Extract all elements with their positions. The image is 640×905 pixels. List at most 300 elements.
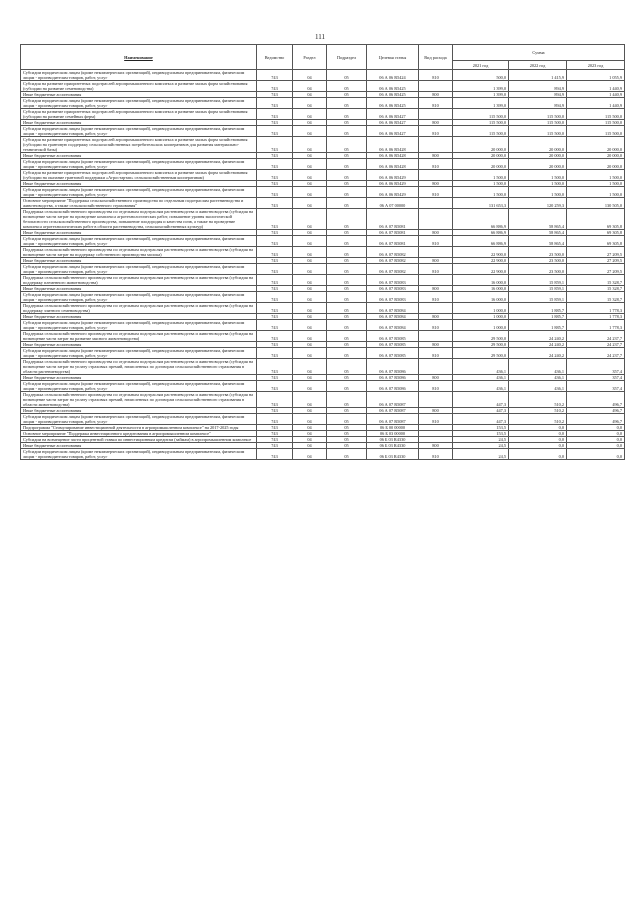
cell-department: 743 bbox=[257, 359, 293, 375]
cell-2021: 447,3 bbox=[453, 408, 509, 414]
cell-2023: 20 000,0 bbox=[567, 153, 625, 159]
cell-name: Субсидии юридическим лицам (кроме некоммерческих организаций), индивидуальным предпринимателям, физическим лицам - производителям товаров, работ, услуг bbox=[21, 414, 257, 425]
cell-2022: 0,0 bbox=[509, 425, 567, 431]
cell-2023: 496,7 bbox=[567, 392, 625, 408]
cell-section: 04 bbox=[293, 81, 327, 92]
cell-2022: 15 859,1 bbox=[509, 286, 567, 292]
table-row bbox=[21, 449, 625, 460]
cell-department: 743 bbox=[257, 181, 293, 187]
table-row bbox=[21, 198, 625, 209]
cell-2021: 1 399,0 bbox=[453, 98, 509, 109]
cell-2022: 20 000,0 bbox=[509, 153, 567, 159]
cell-name: Субсидии юридическим лицам (кроме некоммерческих организаций), индивидуальным предпринимателям, физическим лицам - производителям товаров, работ, услуг bbox=[21, 187, 257, 198]
cell-subsection: 05 bbox=[327, 443, 367, 449]
cell-2021: 1 500,0 bbox=[453, 187, 509, 198]
cell-expense-type: 800 bbox=[419, 230, 453, 236]
cell-2021: 131 653,3 bbox=[453, 198, 509, 209]
cell-name: Иные бюджетные ассигнования bbox=[21, 314, 257, 320]
cell-2021: 1 399,0 bbox=[453, 92, 509, 98]
cell-subsection: 05 bbox=[327, 126, 367, 137]
table-row bbox=[21, 348, 625, 359]
table-row bbox=[21, 264, 625, 275]
cell-subsection: 05 bbox=[327, 236, 367, 247]
cell-2022: 0,0 bbox=[509, 449, 567, 460]
cell-expense-type: 800 bbox=[419, 286, 453, 292]
cell-2021: 24,5 bbox=[453, 443, 509, 449]
cell-target: 06 А 06 R5428 bbox=[367, 153, 419, 159]
cell-name: Иные бюджетные ассигнования bbox=[21, 342, 257, 348]
cell-subsection: 05 bbox=[327, 187, 367, 198]
cell-subsection: 05 bbox=[327, 314, 367, 320]
cell-2022: 58 865,4 bbox=[509, 236, 567, 247]
cell-2022: 23 500,0 bbox=[509, 258, 567, 264]
cell-section: 04 bbox=[293, 425, 327, 431]
cell-section: 04 bbox=[293, 98, 327, 109]
cell-department: 743 bbox=[257, 392, 293, 408]
table-row bbox=[21, 236, 625, 247]
cell-section: 04 bbox=[293, 258, 327, 264]
cell-expense-type: 810 bbox=[419, 381, 453, 392]
cell-target: 06 А 06 R5425 bbox=[367, 92, 419, 98]
cell-subsection: 05 bbox=[327, 286, 367, 292]
cell-target: 06 А 07 R5082 bbox=[367, 258, 419, 264]
cell-department: 743 bbox=[257, 126, 293, 137]
cell-2022: 20 000,0 bbox=[509, 137, 567, 153]
cell-2023: 115 500,0 bbox=[567, 126, 625, 137]
cell-2023: 1 778,3 bbox=[567, 314, 625, 320]
cell-subsection: 05 bbox=[327, 209, 367, 230]
cell-2022: 23 500,0 bbox=[509, 247, 567, 258]
cell-target: 06 А 07 R5086 bbox=[367, 381, 419, 392]
cell-2023: 1 500,0 bbox=[567, 187, 625, 198]
cell-2022: 0,0 bbox=[509, 437, 567, 443]
cell-2021: 16 000,0 bbox=[453, 292, 509, 303]
cell-2022: 1 415,9 bbox=[509, 70, 567, 81]
cell-department: 743 bbox=[257, 170, 293, 181]
table-row bbox=[21, 109, 625, 120]
cell-2021: 16 000,0 bbox=[453, 286, 509, 292]
cell-section: 04 bbox=[293, 170, 327, 181]
cell-subsection: 05 bbox=[327, 109, 367, 120]
cell-name: Иные бюджетные ассигнования bbox=[21, 153, 257, 159]
cell-section: 04 bbox=[293, 392, 327, 408]
cell-target: 06 А 07 R5081 bbox=[367, 230, 419, 236]
cell-target: 06 А 06 R5427 bbox=[367, 120, 419, 126]
page-number: 111 bbox=[315, 33, 325, 41]
cell-name: Иные бюджетные ассигнования bbox=[21, 286, 257, 292]
cell-expense-type: 800 bbox=[419, 314, 453, 320]
cell-2021: 29 500,0 bbox=[453, 348, 509, 359]
cell-department: 743 bbox=[257, 431, 293, 437]
cell-expense-type: 800 bbox=[419, 120, 453, 126]
cell-2022: 894,9 bbox=[509, 81, 567, 92]
cell-department: 743 bbox=[257, 331, 293, 342]
cell-expense-type: 800 bbox=[419, 181, 453, 187]
cell-2023: 0,0 bbox=[567, 449, 625, 460]
cell-target: 06 Б 03 00000 bbox=[367, 431, 419, 437]
cell-2023: 15 328,7 bbox=[567, 292, 625, 303]
cell-target: 06 А 06 R5428 bbox=[367, 137, 419, 153]
cell-subsection: 05 bbox=[327, 230, 367, 236]
cell-name: Субсидия на развитие приоритетных подотраслей агропромышленного комплекса и развитие малых форм хозяйствования (субсидии на оказание грантовой поддержки «Агростартап» сельскохозяйственным кооперативам) bbox=[21, 170, 257, 181]
budget-table bbox=[20, 44, 625, 460]
cell-subsection: 05 bbox=[327, 414, 367, 425]
cell-name: Поддержка сельскохозяйственного производства по отдельным подотраслям растениеводства и животноводства (субсидия на возмещение части затрат на поддержку собственного производства молока) bbox=[21, 247, 257, 258]
cell-section: 04 bbox=[293, 120, 327, 126]
cell-subsection: 05 bbox=[327, 348, 367, 359]
cell-2022: 1 885,7 bbox=[509, 314, 567, 320]
cell-subsection: 05 bbox=[327, 275, 367, 286]
cell-target: 06 А 07 R5083 bbox=[367, 292, 419, 303]
cell-section: 04 bbox=[293, 431, 327, 437]
cell-2022: 120 259,3 bbox=[509, 198, 567, 209]
cell-expense-type bbox=[419, 392, 453, 408]
cell-name: Субсидии юридическим лицам (кроме некоммерческих организаций), индивидуальным предпринимателям, физическим лицам - производителям товаров, работ, услуг bbox=[21, 159, 257, 170]
cell-subsection: 05 bbox=[327, 320, 367, 331]
cell-target: 06 А 06 R5424 bbox=[367, 70, 419, 81]
cell-2022: 1 500,0 bbox=[509, 187, 567, 198]
cell-name: Иные бюджетные ассигнования bbox=[21, 181, 257, 187]
cell-expense-type: 800 bbox=[419, 375, 453, 381]
cell-2023: 1 500,0 bbox=[567, 170, 625, 181]
cell-subsection: 05 bbox=[327, 153, 367, 159]
cell-expense-type: 810 bbox=[419, 414, 453, 425]
cell-2023: 0,0 bbox=[567, 431, 625, 437]
table-row bbox=[21, 170, 625, 181]
cell-name: Субсидии юридическим лицам (кроме некоммерческих организаций), индивидуальным предпринимателям, физическим лицам - производителям товаров, работ, услуг bbox=[21, 236, 257, 247]
cell-expense-type: 810 bbox=[419, 320, 453, 331]
table-row bbox=[21, 331, 625, 342]
cell-name: Иные бюджетные ассигнования bbox=[21, 92, 257, 98]
cell-section: 04 bbox=[293, 230, 327, 236]
cell-department: 743 bbox=[257, 275, 293, 286]
cell-2021: 22 900,0 bbox=[453, 258, 509, 264]
cell-department: 743 bbox=[257, 414, 293, 425]
cell-section: 04 bbox=[293, 70, 327, 81]
cell-2021: 500,0 bbox=[453, 70, 509, 81]
cell-department: 743 bbox=[257, 187, 293, 198]
cell-expense-type: 800 bbox=[419, 342, 453, 348]
cell-2023: 0,0 bbox=[567, 437, 625, 443]
table-row bbox=[21, 292, 625, 303]
cell-subsection: 05 bbox=[327, 292, 367, 303]
cell-2023: 27 209,5 bbox=[567, 264, 625, 275]
cell-expense-type: 810 bbox=[419, 98, 453, 109]
cell-2022: 510,2 bbox=[509, 408, 567, 414]
cell-section: 04 bbox=[293, 449, 327, 460]
cell-subsection: 05 bbox=[327, 437, 367, 443]
table-row bbox=[21, 247, 625, 258]
cell-section: 04 bbox=[293, 381, 327, 392]
cell-2022: 58 865,4 bbox=[509, 209, 567, 230]
cell-subsection: 05 bbox=[327, 258, 367, 264]
cell-2023: 1 778,3 bbox=[567, 303, 625, 314]
cell-target: 06 А 07 R5085 bbox=[367, 342, 419, 348]
table-body bbox=[21, 70, 625, 460]
table-row bbox=[21, 98, 625, 109]
cell-target: 06 А 07 R5085 bbox=[367, 348, 419, 359]
cell-department: 743 bbox=[257, 314, 293, 320]
cell-name: Субсидия на развитие приоритетных подотраслей агропромышленного комплекса и развитие малых форм хозяйствования (субсидии на грантовую поддержку сельскохозяйственных потребительских кооперативов для развития материально-технической базы) bbox=[21, 137, 257, 153]
cell-2021: 20 000,0 bbox=[453, 137, 509, 153]
cell-2021: 1 500,0 bbox=[453, 170, 509, 181]
cell-2021: 22 900,0 bbox=[453, 247, 509, 258]
table-row bbox=[21, 126, 625, 137]
cell-2023: 69 305,8 bbox=[567, 230, 625, 236]
cell-2022: 1 500,0 bbox=[509, 170, 567, 181]
cell-department: 743 bbox=[257, 230, 293, 236]
cell-2023: 15 328,7 bbox=[567, 286, 625, 292]
cell-2022: 1 500,0 bbox=[509, 181, 567, 187]
cell-expense-type bbox=[419, 170, 453, 181]
cell-name: Иные бюджетные ассигнования bbox=[21, 230, 257, 236]
cell-department: 743 bbox=[257, 120, 293, 126]
cell-expense-type: 800 bbox=[419, 408, 453, 414]
cell-2021: 115 500,0 bbox=[453, 120, 509, 126]
cell-2023: 69 305,8 bbox=[567, 236, 625, 247]
cell-target: 06 А 06 R5428 bbox=[367, 159, 419, 170]
cell-subsection: 05 bbox=[327, 70, 367, 81]
cell-department: 743 bbox=[257, 236, 293, 247]
cell-target: 06 А 07 R5081 bbox=[367, 209, 419, 230]
cell-2023: 1 440,9 bbox=[567, 98, 625, 109]
cell-target: 06 А 06 R5425 bbox=[367, 98, 419, 109]
table-row bbox=[21, 137, 625, 153]
cell-2021: 22 900,0 bbox=[453, 264, 509, 275]
cell-section: 04 bbox=[293, 137, 327, 153]
cell-department: 743 bbox=[257, 92, 293, 98]
cell-2022: 58 865,4 bbox=[509, 230, 567, 236]
table-row bbox=[21, 414, 625, 425]
cell-section: 04 bbox=[293, 181, 327, 187]
cell-expense-type: 810 bbox=[419, 126, 453, 137]
cell-expense-type: 800 bbox=[419, 153, 453, 159]
cell-target: 06 А 07 R5083 bbox=[367, 286, 419, 292]
cell-2021: 1 500,0 bbox=[453, 181, 509, 187]
cell-subsection: 05 bbox=[327, 331, 367, 342]
cell-department: 743 bbox=[257, 81, 293, 92]
cell-2023: 357,4 bbox=[567, 375, 625, 381]
cell-target: 06 А 06 R5429 bbox=[367, 187, 419, 198]
cell-2022: 23 500,0 bbox=[509, 264, 567, 275]
cell-2023: 357,4 bbox=[567, 381, 625, 392]
cell-section: 04 bbox=[293, 443, 327, 449]
cell-2023: 1 778,3 bbox=[567, 320, 625, 331]
cell-name: Иные бюджетные ассигнования bbox=[21, 258, 257, 264]
cell-2022: 1 885,7 bbox=[509, 303, 567, 314]
cell-subsection: 05 bbox=[327, 120, 367, 126]
cell-2023: 27 209,5 bbox=[567, 258, 625, 264]
cell-target: 06 А 06 R5425 bbox=[367, 81, 419, 92]
cell-name: Поддержка сельскохозяйственного производства по отдельным подотраслям растениеводства и животноводства (субсидия на возмещение части затрат на развитие мясного животноводства) bbox=[21, 331, 257, 342]
cell-target: 06 А 07 R5081 bbox=[367, 236, 419, 247]
cell-2023: 115 500,0 bbox=[567, 109, 625, 120]
cell-2022: 1 885,7 bbox=[509, 320, 567, 331]
cell-2023: 1 055,9 bbox=[567, 70, 625, 81]
cell-target: 06 А 07 R5087 bbox=[367, 408, 419, 414]
cell-2021: 66 886,9 bbox=[453, 236, 509, 247]
table-row bbox=[21, 320, 625, 331]
cell-department: 743 bbox=[257, 153, 293, 159]
cell-name: Субсидии юридическим лицам (кроме некоммерческих организаций), индивидуальным предпринимателям, физическим лицам - производителям товаров, работ, услуг bbox=[21, 320, 257, 331]
cell-section: 04 bbox=[293, 437, 327, 443]
cell-department: 743 bbox=[257, 198, 293, 209]
cell-2023: 20 000,0 bbox=[567, 137, 625, 153]
cell-2021: 115 500,0 bbox=[453, 109, 509, 120]
cell-2022: 510,2 bbox=[509, 414, 567, 425]
cell-name: Субсидии юридическим лицам (кроме некоммерческих организаций), индивидуальным предпринимателям, физическим лицам - производителям товаров, работ, услуг bbox=[21, 348, 257, 359]
cell-2023: 1 440,9 bbox=[567, 81, 625, 92]
cell-section: 04 bbox=[293, 209, 327, 230]
header-year-2022: 2022 год bbox=[509, 61, 567, 70]
cell-target: 06 А 07 R5086 bbox=[367, 375, 419, 381]
header-expense-type: Вид расхода bbox=[419, 45, 453, 70]
header-section: Раздел bbox=[293, 45, 327, 70]
cell-2021: 1 000,0 bbox=[453, 320, 509, 331]
cell-department: 743 bbox=[257, 98, 293, 109]
cell-2022: 436,1 bbox=[509, 359, 567, 375]
cell-section: 04 bbox=[293, 236, 327, 247]
cell-department: 743 bbox=[257, 286, 293, 292]
cell-subsection: 05 bbox=[327, 425, 367, 431]
cell-expense-type: 810 bbox=[419, 348, 453, 359]
cell-2022: 0,0 bbox=[509, 443, 567, 449]
cell-2023: 1 500,0 bbox=[567, 181, 625, 187]
cell-name: Поддержка сельскохозяйственного производства по отдельным подотраслям растениеводства и животноводства (субсидия на поддержку племенного животноводства) bbox=[21, 275, 257, 286]
cell-expense-type bbox=[419, 81, 453, 92]
cell-2021: 153,5 bbox=[453, 431, 509, 437]
cell-2021: 1 399,0 bbox=[453, 81, 509, 92]
cell-target: 06 А 07 R5084 bbox=[367, 303, 419, 314]
cell-target: 06 А 06 R5427 bbox=[367, 126, 419, 137]
cell-2022: 436,1 bbox=[509, 381, 567, 392]
cell-section: 04 bbox=[293, 320, 327, 331]
cell-2023: 130 505,0 bbox=[567, 198, 625, 209]
cell-2023: 24 237,7 bbox=[567, 342, 625, 348]
cell-2022: 115 500,0 bbox=[509, 126, 567, 137]
cell-2023: 115 500,0 bbox=[567, 120, 625, 126]
cell-2023: 27 209,5 bbox=[567, 247, 625, 258]
cell-target: 06 А 07 R5087 bbox=[367, 414, 419, 425]
cell-section: 04 bbox=[293, 153, 327, 159]
cell-department: 743 bbox=[257, 292, 293, 303]
cell-2021: 447,3 bbox=[453, 392, 509, 408]
cell-expense-type: 810 bbox=[419, 449, 453, 460]
cell-name: Поддержка сельскохозяйственного производства по отдельным подотраслям растениеводства и животноводства (субсидия на возмещение части затрат на уплату страховых премий, начисленных по договорам сельскохозяйственного страхования в области растениеводства) bbox=[21, 359, 257, 375]
cell-2022: 0,0 bbox=[509, 431, 567, 437]
cell-2022: 115 500,0 bbox=[509, 109, 567, 120]
cell-2021: 66 886,9 bbox=[453, 209, 509, 230]
cell-subsection: 05 bbox=[327, 381, 367, 392]
cell-2021: 436,1 bbox=[453, 359, 509, 375]
table-row bbox=[21, 381, 625, 392]
cell-expense-type bbox=[419, 137, 453, 153]
cell-department: 743 bbox=[257, 209, 293, 230]
cell-name: Субсидии на возмещение части процентной ставки по инвестиционным кредитам (займам) в агропромышленном комплексе bbox=[21, 437, 257, 443]
cell-name: Поддержка сельскохозяйственного производства по отдельным подотраслям растениеводства и животноводства (субсидия на возмещение части затрат на уплату страховых премий, начисленных по договорам сельскохозяйственного страхования в области животноводства) bbox=[21, 392, 257, 408]
cell-subsection: 05 bbox=[327, 359, 367, 375]
header-target: Целевая статья bbox=[367, 45, 419, 70]
cell-2022: 24 240,2 bbox=[509, 342, 567, 348]
header-year-2023: 2023 год bbox=[567, 61, 625, 70]
cell-target: 06 А 07 R5084 bbox=[367, 314, 419, 320]
cell-section: 04 bbox=[293, 126, 327, 137]
cell-subsection: 05 bbox=[327, 98, 367, 109]
cell-department: 743 bbox=[257, 437, 293, 443]
cell-2021: 436,1 bbox=[453, 375, 509, 381]
cell-2021: 29 500,0 bbox=[453, 331, 509, 342]
cell-subsection: 05 bbox=[327, 198, 367, 209]
cell-expense-type: 810 bbox=[419, 292, 453, 303]
cell-name: Субсидии юридическим лицам (кроме некоммерческих организаций), индивидуальным предпринимателям, физическим лицам - производителям товаров, работ, услуг bbox=[21, 126, 257, 137]
cell-2023: 0,0 bbox=[567, 443, 625, 449]
table-row bbox=[21, 70, 625, 81]
cell-2023: 24 237,7 bbox=[567, 348, 625, 359]
cell-section: 04 bbox=[293, 292, 327, 303]
header-year-2021: 2021 год bbox=[453, 61, 509, 70]
table-row bbox=[21, 303, 625, 314]
cell-section: 04 bbox=[293, 264, 327, 275]
cell-expense-type bbox=[419, 359, 453, 375]
cell-expense-type: 810 bbox=[419, 264, 453, 275]
cell-section: 04 bbox=[293, 375, 327, 381]
cell-department: 743 bbox=[257, 247, 293, 258]
cell-subsection: 05 bbox=[327, 449, 367, 460]
table-row bbox=[21, 187, 625, 198]
cell-2021: 1 000,0 bbox=[453, 314, 509, 320]
cell-subsection: 05 bbox=[327, 264, 367, 275]
cell-subsection: 05 bbox=[327, 375, 367, 381]
cell-section: 04 bbox=[293, 314, 327, 320]
cell-section: 04 bbox=[293, 286, 327, 292]
cell-2022: 15 859,1 bbox=[509, 275, 567, 286]
cell-expense-type bbox=[419, 209, 453, 230]
cell-section: 04 bbox=[293, 187, 327, 198]
cell-section: 04 bbox=[293, 342, 327, 348]
cell-department: 743 bbox=[257, 425, 293, 431]
cell-department: 743 bbox=[257, 159, 293, 170]
cell-name: Субсидии юридическим лицам (кроме некоммерческих организаций), индивидуальным предпринимателям, физическим лицам - производителям товаров, работ, услуг bbox=[21, 264, 257, 275]
cell-section: 04 bbox=[293, 348, 327, 359]
cell-target: 06 А 07 R5085 bbox=[367, 331, 419, 342]
table-row bbox=[21, 209, 625, 230]
cell-name: Субсидия на развитие приоритетных подотраслей агропромышленного комплекса и развитие малых форм хозяйствования (субсидии на развитие семеноводства) bbox=[21, 81, 257, 92]
cell-name: Основное мероприятие "Поддержка сельскохозяйственного производства по отдельным подотраслям растениеводства и животноводства, а также сельскохозяйственного страхования" bbox=[21, 198, 257, 209]
cell-department: 743 bbox=[257, 375, 293, 381]
cell-name: Иные бюджетные ассигнования bbox=[21, 120, 257, 126]
cell-2022: 894,9 bbox=[509, 98, 567, 109]
cell-target: 06 Б 03 R4330 bbox=[367, 437, 419, 443]
table-row bbox=[21, 359, 625, 375]
cell-2022: 510,2 bbox=[509, 392, 567, 408]
cell-section: 04 bbox=[293, 414, 327, 425]
cell-2023: 20 000,0 bbox=[567, 159, 625, 170]
cell-2021: 24,5 bbox=[453, 449, 509, 460]
cell-department: 743 bbox=[257, 408, 293, 414]
cell-name: Субсидии юридическим лицам (кроме некоммерческих организаций), индивидуальным предпринимателям, физическим лицам - производителям товаров, работ, услуг bbox=[21, 98, 257, 109]
cell-name: Основное мероприятие "Поддержка инвестиционного кредитования в агропромышленном комплексе" bbox=[21, 431, 257, 437]
header-department: Ведомство bbox=[257, 45, 293, 70]
cell-expense-type: 800 bbox=[419, 443, 453, 449]
cell-target: 06 А 07 R5087 bbox=[367, 392, 419, 408]
cell-target: 06 А 07 R5084 bbox=[367, 320, 419, 331]
cell-2023: 15 328,7 bbox=[567, 275, 625, 286]
cell-expense-type: 810 bbox=[419, 236, 453, 247]
cell-department: 743 bbox=[257, 258, 293, 264]
cell-department: 743 bbox=[257, 381, 293, 392]
cell-2022: 24 240,2 bbox=[509, 348, 567, 359]
cell-2021: 24,5 bbox=[453, 437, 509, 443]
